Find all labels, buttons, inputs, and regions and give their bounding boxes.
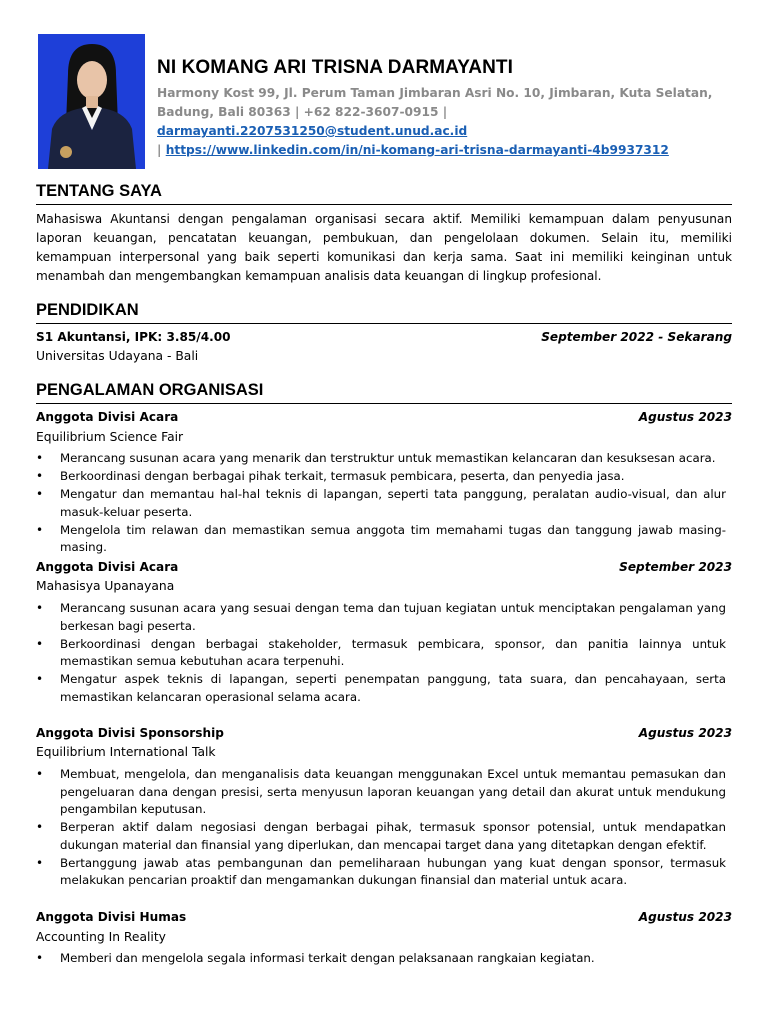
section-title-experience: PENGALAMAN ORGANISASI (36, 381, 732, 404)
education-date: September 2022 - Sekarang (541, 330, 732, 344)
experience-row (36, 558, 732, 576)
experience-row (36, 408, 732, 426)
education-row (36, 328, 732, 346)
linkedin-link[interactable]: https://www.linkedin.com/in/ni-komang-ari-trisna-darmayanti-4b9937312 (165, 143, 669, 157)
list-item: • Merancang susunan acara yang sesuai dengan tema dan tujuan kegiatan untuk menciptakan pengalaman yang berkesan bagi peserta. (36, 601, 726, 633)
list-item: • Mengatur dan memantau hal-hal teknis di lapangan, seperti tata panggung, peralatan audio-visual, dan alur masuk-keluar peserta. (36, 487, 726, 519)
education-degree: S1 Akuntansi, IPK: 3.85/4.00 (36, 330, 231, 344)
list-item: • Memberi dan mengelola segala informasi terkait dengan pelaksanaan rangkaian kegiatan. (36, 951, 595, 965)
person-portrait-icon (38, 34, 145, 169)
list-item: • Mengelola tim relawan dan memastikan semua anggota tim memahami tugas dan tanggung jawab masing-masing. (36, 522, 726, 554)
list-item: • Bertanggung jawab atas pembangunan dan pemeliharaan hubungan yang kuat dengan sponsor, termasuk melakukan pencarian proaktif dan mengamankan dukungan finansial dan material untuk acara. (36, 855, 726, 887)
contact-separator: | (157, 143, 162, 157)
experience-date: Agustus 2023 (638, 410, 732, 424)
experience-row (36, 724, 732, 742)
experience-bullets (36, 766, 726, 890)
experience-date: September 2023 (619, 560, 732, 574)
section-title-education: PENDIDIKAN (36, 301, 732, 324)
experience-role: Anggota Divisi Acara (36, 410, 179, 424)
experience-row (36, 908, 732, 926)
experience-org: Accounting In Reality (36, 930, 166, 944)
experience-role: Anggota Divisi Sponsorship (36, 726, 224, 740)
experience-org: Equilibrium Science Fair (36, 430, 184, 444)
experience-role: Anggota Divisi Humas (36, 910, 187, 924)
contact-info (157, 84, 737, 160)
experience-date: Agustus 2023 (638, 910, 732, 924)
list-item: • Mengatur aspek teknis di lapangan, seperti penempatan panggung, tata suara, dan pencahayaan, serta memastikan kelancaran operasional selama acara. (36, 672, 726, 704)
profile-photo (38, 34, 145, 169)
address-phone: Harmony Kost 99, Jl. Perum Taman Jimbaran Asri No. 10, Jimbaran, Kuta Selatan, Badung, Bali 80363 | +62 822-3607-0915 | (157, 86, 713, 119)
list-item: • Berkoordinasi dengan berbagai stakeholder, termasuk pembicara, sponsor, dan panitia lainnya untuk memastikan semua kebutuhan acara terpenuhi. (36, 636, 726, 668)
section-title-about: TENTANG SAYA (36, 182, 732, 205)
about-text: Mahasiswa Akuntansi dengan pengalaman organisasi secara aktif. Memiliki kemampuan dalam penyusunan laporan keuangan, pencatatan keuangan, pembukuan, dan pengelolaan dokumen. Selain itu, memiliki kemampuan interpersonal yang baik seperti komunikasi dan kerja sama. Saat ini memiliki keinginan untuk menambah dan mengembangkan kemampuan analisis data keuangan di lingkup profesional. (36, 212, 732, 283)
experience-role: Anggota Divisi Acara (36, 560, 179, 574)
email-link[interactable]: darmayanti.2207531250@student.unud.ac.id (157, 124, 468, 138)
experience-bullets (36, 600, 726, 707)
list-item: • Berperan aktif dalam negosiasi dengan berbagai pihak, termasuk sponsor potensial, untuk mendapatkan dukungan material dan finansial yang diperlukan, dan mencapai target dana yang ditetapkan dengan efektif. (36, 820, 726, 852)
experience-bullets (36, 950, 726, 968)
list-item: • Berkoordinasi dengan berbagai pihak terkait, termasuk pembicara, peserta, dan penyedia jasa. (36, 469, 625, 483)
list-item: • Membuat, mengelola, dan menganalisis data keuangan menggunakan Excel untuk memantau pemasukan dan pengeluaran dana dengan presisi, serta menyusun laporan keuangan yang detail dan akurat untuk mendukung pengambilan keputusan. (36, 767, 726, 816)
candidate-name: NI KOMANG ARI TRISNA DARMAYANTI (157, 57, 514, 78)
education-school: Universitas Udayana - Bali (36, 349, 199, 363)
experience-bullets (36, 450, 726, 557)
experience-org: Mahasisya Upanayana (36, 579, 175, 593)
experience-org: Equilibrium International Talk (36, 745, 216, 759)
experience-date: Agustus 2023 (638, 726, 732, 740)
list-item: • Merancang susunan acara yang menarik dan terstruktur untuk memastikan kelancaran dan kesuksesan acara. (36, 451, 716, 465)
